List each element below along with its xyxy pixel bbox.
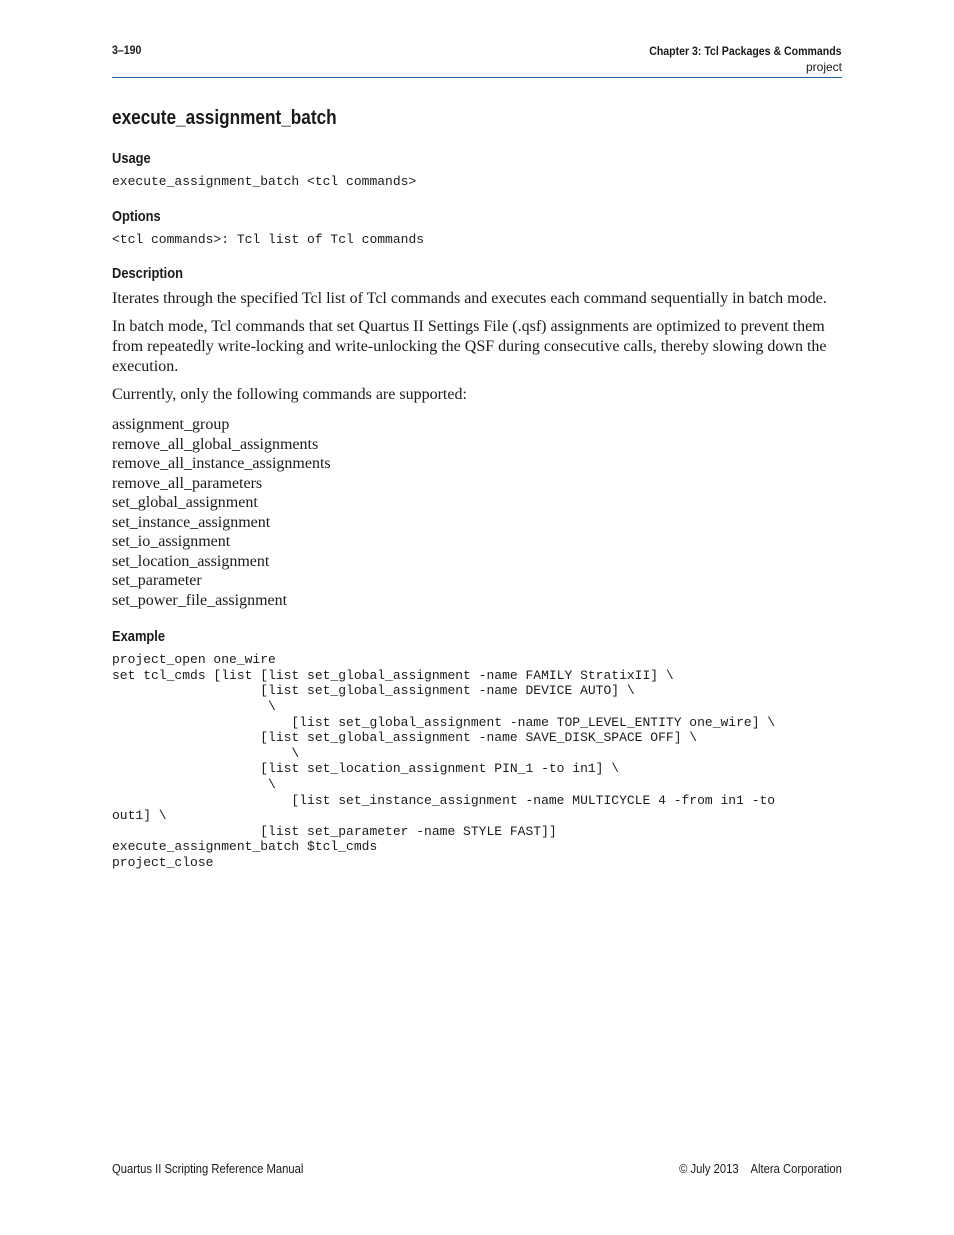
code-line: \: [112, 698, 276, 714]
code-line: \: [112, 745, 300, 761]
example-code: [112, 652, 842, 870]
list-item: set_io_assignment: [112, 533, 231, 551]
description-paragraph: Currently, only the following commands are supported:: [112, 386, 467, 404]
list-item: remove_all_global_assignments: [112, 435, 319, 453]
list-item: remove_all_parameters: [112, 474, 263, 492]
code-line: [list set_global_assignment -name TOP_LEVEL_ENTITY one_wire] \: [112, 714, 776, 730]
running-header: [623, 43, 842, 75]
code-line: [list set_location_assignment PIN_1 -to in1] \: [112, 761, 620, 777]
chapter-title: Chapter 3: Tcl Packages & Commands: [649, 44, 842, 58]
list-item: assignment_group: [112, 416, 230, 434]
usage-heading: Usage: [112, 150, 151, 167]
header-rule: [112, 77, 842, 78]
code-line: [list set_parameter -name STYLE FAST]]: [112, 823, 557, 839]
list-item: remove_all_instance_assignments: [112, 455, 331, 473]
code-line: set tcl_cmds [list [list set_global_assignment -name FAMILY StratixII] \: [112, 667, 674, 683]
section-name: project: [805, 60, 842, 74]
footer-manual-title: Quartus II Scripting Reference Manual: [112, 1162, 304, 1176]
example-heading: Example: [112, 628, 166, 646]
supported-commands-list: [112, 415, 842, 610]
options-heading: Options: [112, 207, 161, 225]
description-paragraph: Iterates through the specified Tcl list of Tcl commands and executes each command sequentially in batch mode.: [112, 290, 827, 308]
page-title: execute_assignment_batch: [112, 107, 337, 129]
description-heading: Description: [112, 265, 183, 283]
list-item: set_location_assignment: [112, 552, 270, 570]
code-line: project_open one_wire: [112, 652, 276, 668]
list-item: set_global_assignment: [112, 494, 258, 512]
page-number: 3–190: [112, 43, 142, 57]
list-item: set_power_file_assignment: [112, 591, 288, 609]
code-line: execute_assignment_batch $tcl_cmds: [112, 839, 378, 855]
code-line: \: [112, 776, 276, 792]
list-item: set_instance_assignment: [112, 513, 271, 531]
page-content: [112, 104, 842, 871]
usage-code: execute_assignment_batch <tcl commands>: [112, 174, 417, 189]
code-line: out1] \: [112, 808, 167, 824]
code-line: [list set_instance_assignment -name MULTICYCLE 4 -from in1 -to: [112, 792, 776, 808]
description-paragraph: In batch mode, Tcl commands that set Quartus II Settings File (.qsf) assignments are optimized to prevent them from repeatedly write-locking and write-unlocking the QSF during consecutive calls, thereby slowing down the execution.: [112, 318, 827, 376]
code-line: [list set_global_assignment -name DEVICE AUTO] \: [112, 683, 635, 699]
code-line: project_close: [112, 854, 214, 870]
code-line: [list set_global_assignment -name SAVE_DISK_SPACE OFF] \: [112, 730, 698, 746]
options-code: <tcl commands>: Tcl list of Tcl commands: [112, 231, 425, 247]
list-item: set_parameter: [112, 572, 202, 590]
footer-copyright: © July 2013 Altera Corporation: [679, 1162, 842, 1176]
